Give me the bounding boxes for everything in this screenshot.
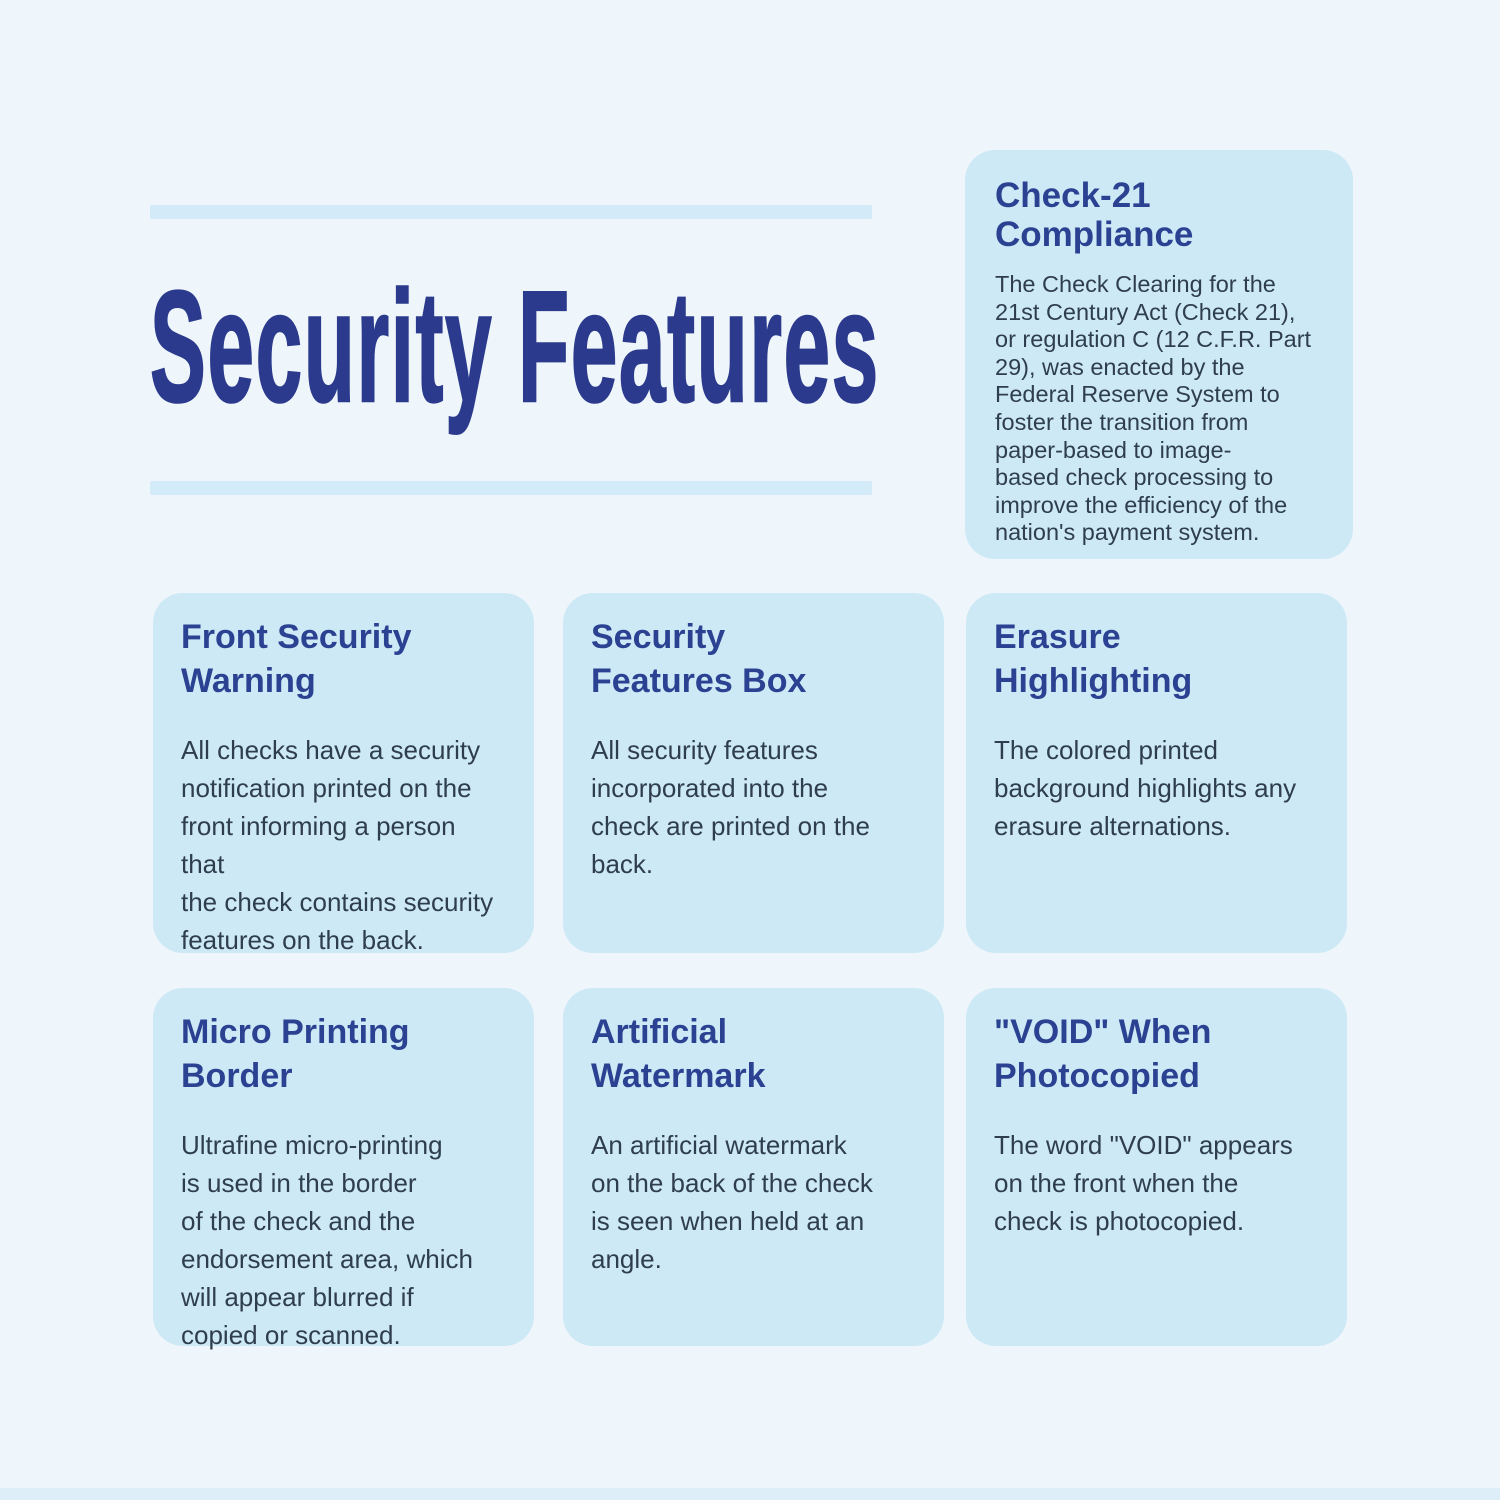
card-heading: "VOID" When Photocopied — [994, 1013, 1212, 1095]
card-check21-compliance — [965, 150, 1353, 559]
card-heading: Erasure Highlighting — [994, 618, 1193, 700]
card-body: All checks have a security notification printed on the front informing a person that the check contains security features on the back. — [181, 735, 494, 955]
card-security-features-box — [563, 593, 944, 953]
card-check21-body: The Check Clearing for the 21st Century Act (Check 21), or regulation C (12 C.F.R. Part 29), was enacted by the Federal Reserve System to foster the transition from paper-based to image- based check processing to improve the efficiency of the nation's payment system. — [995, 271, 1312, 546]
card-body: The word "VOID" appears on the front when the check is photocopied. — [994, 1130, 1293, 1236]
card-check21-heading: Check-21 Compliance — [995, 176, 1194, 254]
card-heading: Front Security Warning — [181, 618, 412, 700]
divider-bar-bottom — [150, 481, 872, 495]
card-erasure-highlighting — [966, 593, 1347, 953]
bottom-edge-strip — [0, 1488, 1500, 1500]
card-void-when-photocopied — [966, 988, 1347, 1346]
card-heading: Micro Printing Border — [181, 1013, 410, 1095]
card-body: All security features incorporated into the check are printed on the back. — [591, 735, 870, 879]
card-heading: Artificial Watermark — [591, 1013, 766, 1095]
card-front-security-warning — [153, 593, 534, 953]
page-title-text: Security Features — [150, 259, 880, 435]
card-artificial-watermark — [563, 988, 944, 1346]
card-heading: Security Features Box — [591, 618, 807, 700]
divider-bar-top — [150, 205, 872, 219]
card-micro-printing-border — [153, 988, 534, 1350]
card-body: An artificial watermark on the back of the check is seen when held at an angle. — [591, 1130, 873, 1274]
card-body: The colored printed background highlights any erasure alternations. — [994, 735, 1297, 841]
card-body: Ultrafine micro-printing is used in the border of the check and the endorsement area, which will appear blurred if copied or scanned. — [181, 1130, 473, 1350]
